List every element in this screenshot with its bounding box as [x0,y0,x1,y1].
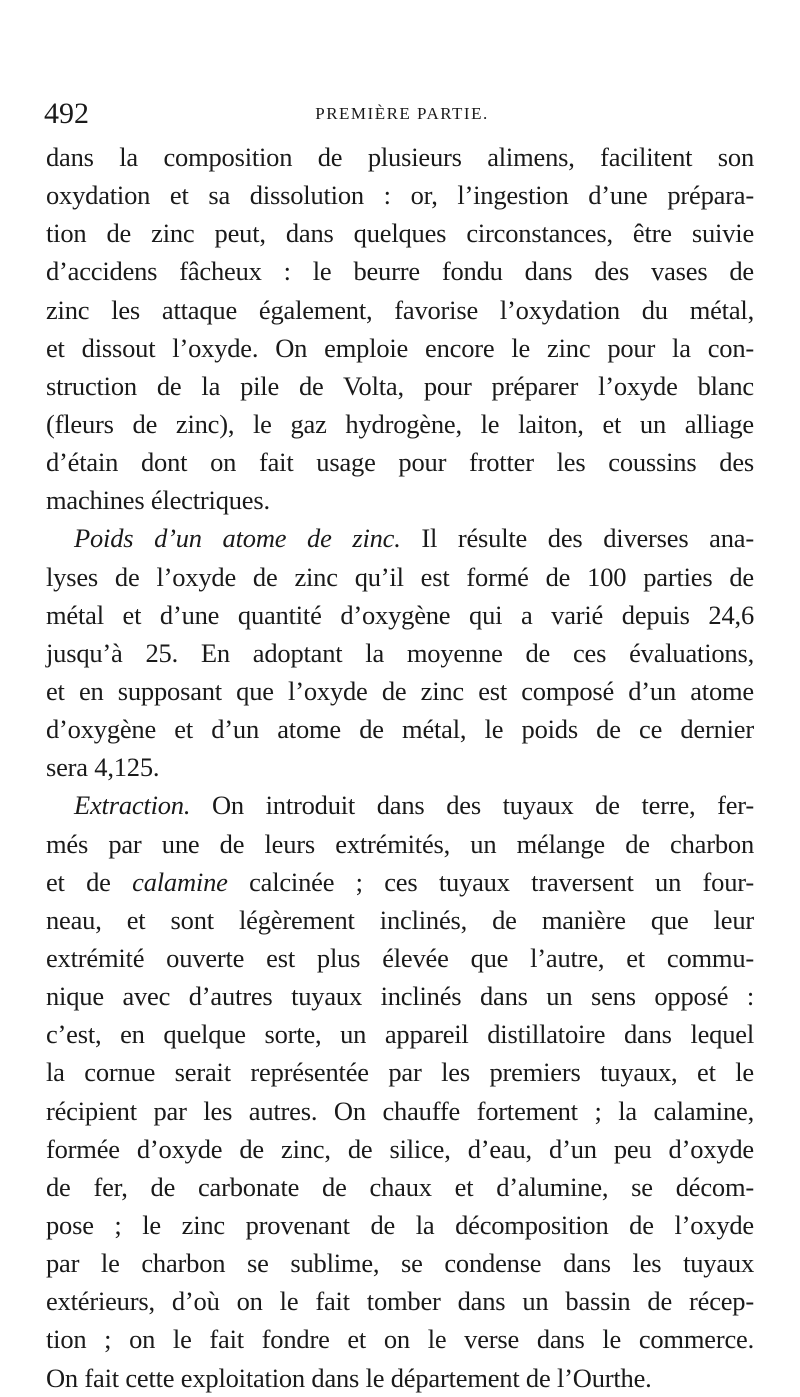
text-run: sera 4,125. [46,752,160,783]
text-line [46,634,754,672]
text-run: extérieurs, d’où on le fait tomber dans un bassin de récep- [46,1286,754,1317]
text-line [46,748,754,786]
text-run: par le charbon se sublime, se condense dans les tuyaux [46,1248,754,1279]
text-run: métal et d’une quantité d’oxygène qui a varié depuis 24,6 [46,599,754,630]
text-line [46,863,754,901]
text-run: d’oxygène et d’un atome de métal, le poids de ce dernier [46,714,754,745]
text-line [46,596,754,634]
text-run: jusqu’à 25. En adoptant la moyenne de ces évaluations, [46,637,754,668]
text-line [46,481,754,519]
text-run: nique avec d’autres tuyaux inclinés dans un sens opposé : [46,981,754,1012]
text-line [46,672,754,710]
text-run: tion de zinc peut, dans quelques circonstances, être suivie [46,218,754,249]
text-run: la cornue serait représentée par les premiers tuyaux, et le [46,1057,754,1088]
italic-run: Extraction. [74,790,191,821]
body-text [46,138,754,1397]
text-run: de fer, de carbonate de chaux et d’alumine, se décom- [46,1171,754,1202]
text-run: lyses de l’oxyde de zinc qu’il est formé de 100 parties de [46,561,754,592]
text-run: et de [46,866,133,897]
text-line [46,710,754,748]
text-run: et en supposant que l’oxyde de zinc est composé d’un atome [46,675,754,706]
text-run: struction de la pile de Volta, pour préparer l’oxyde blanc [46,370,754,401]
text-run: (fleurs de zinc), le gaz hydrogène, le laiton, et un alliage [46,408,754,439]
text-run: dans la composition de plusieurs alimens, facilitent son [46,142,754,172]
text-line [46,825,754,863]
text-line [46,291,754,329]
text-run: més par une de leurs extrémités, un mélange de charbon [46,828,754,859]
page-header [44,96,760,136]
text-line [46,1015,754,1053]
text-run: d’accidens fâcheux : le beurre fondu dans des vases de [46,256,754,287]
text-run: On fait cette exploitation dans le département de l’Ourthe. [46,1362,652,1393]
text-line [46,1282,754,1320]
page-number: 492 [44,97,89,130]
text-line [46,1359,754,1397]
text-run: neau, et sont légèrement inclinés, de manière que leur [46,904,754,935]
text-run: On introduit dans des tuyaux de terre, fer- [190,790,754,821]
text-line [46,138,754,176]
text-run: machines électriques. [46,485,270,516]
text-line [46,214,754,252]
text-line [46,1320,754,1358]
text-run: oxydation et sa dissolution : or, l’ingestion d’une prépara- [46,180,754,211]
text-line [46,405,754,443]
text-run: Il résulte des diverses ana- [400,523,754,554]
text-line [46,176,754,214]
text-line [46,939,754,977]
text-run: tion ; on le fait fondre et on le verse dans le commerce. [46,1324,754,1355]
text-line [46,1092,754,1130]
text-line [46,1206,754,1244]
text-run: zinc les attaque également, favorise l’oxydation du métal, [46,294,754,325]
text-run: récipient par les autres. On chauffe fortement ; la calamine, [46,1095,754,1126]
text-line [46,558,754,596]
text-run: pose ; le zinc provenant de la décomposition de l’oxyde [46,1209,754,1240]
text-line [46,1244,754,1282]
text-line [46,1053,754,1091]
text-line [46,901,754,939]
text-run: formée d’oxyde de zinc, de silice, d’eau, d’un peu d’oxyde [46,1133,754,1164]
text-line [46,367,754,405]
italic-run: calamine [132,866,228,897]
text-line [46,1130,754,1168]
text-line [46,977,754,1015]
text-run: et dissout l’oxyde. On emploie encore le zinc pour la con- [46,332,754,363]
text-line [46,1168,754,1206]
text-line [46,329,754,367]
text-run: d’étain dont on fait usage pour frotter les coussins des [46,447,754,478]
italic-run: Poids d’un atome de zinc. [74,523,401,554]
text-line [46,252,754,290]
text-run: c’est, en quelque sorte, un appareil distillatoire dans lequel [46,1019,754,1050]
text-line [46,519,754,557]
text-line [46,786,754,824]
text-run: calcinée ; ces tuyaux traversent un four- [227,866,754,897]
running-head: PREMIÈRE PARTIE. [315,104,489,123]
text-line [46,443,754,481]
text-run: extrémité ouverte est plus élevée que l’autre, et commu- [46,942,754,973]
